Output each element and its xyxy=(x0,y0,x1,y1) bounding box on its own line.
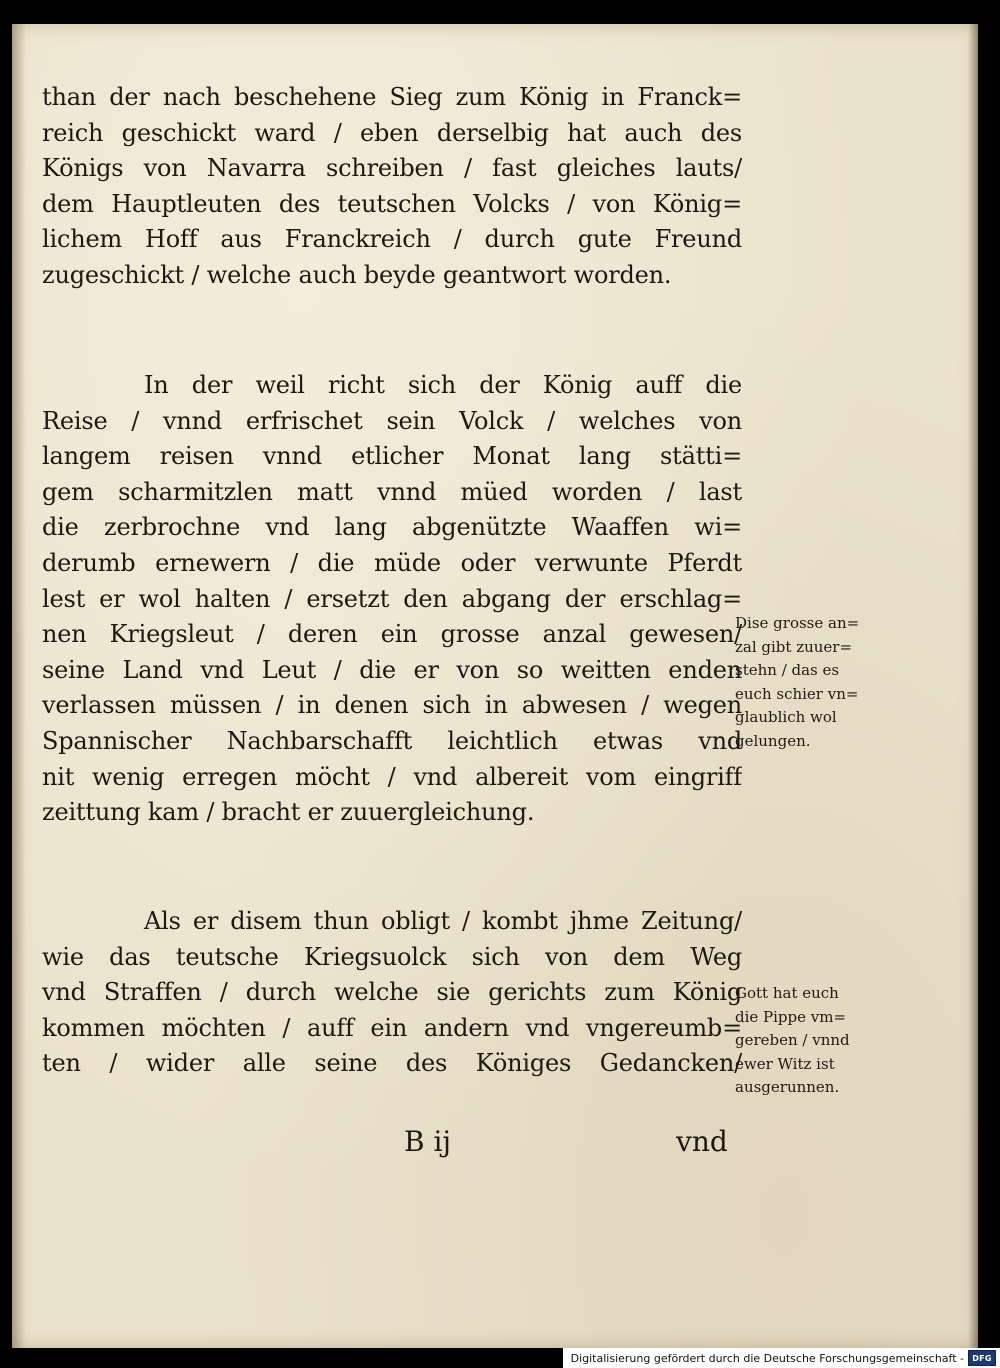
text-line: zugeschickt / welche auch beyde geantwort worden. xyxy=(42,260,672,289)
signature-mark: B ij xyxy=(404,1125,452,1158)
text-line: wie das teutsche Kriegsuolck sich von dem Weg xyxy=(42,942,742,971)
marginal-note-2 xyxy=(735,982,895,1100)
text-line: die zerbrochne vnd lang abgenützte Waaffen wi= xyxy=(42,513,742,542)
credit-text: Digitalisierung gefördert durch die Deutsche Forschungsgemeinschaft - xyxy=(570,1351,964,1365)
text-line: verlassen müssen / in denen sich in abwesen / wegen xyxy=(42,691,742,720)
text-line: derumb ernewern / die müde oder verwunte Pferdt xyxy=(42,548,742,577)
marginal-line: glaublich wol xyxy=(735,708,837,727)
text-line: nen Kriegsleut / deren ein grosse anzal gewesen/ xyxy=(42,620,742,649)
marginal-line: Gott hat euch xyxy=(735,984,839,1002)
text-line: ten / wider alle seine des Königes Gedancken/ xyxy=(42,1049,742,1078)
marginal-line: die Pippe vm= xyxy=(735,1007,847,1026)
marginal-line: gelungen. xyxy=(735,731,811,750)
dfg-logo-text: DFG xyxy=(972,1353,992,1363)
catchword: vnd xyxy=(676,1125,728,1158)
digitization-credit xyxy=(563,1348,1000,1368)
marginal-line: ewer Witz ist xyxy=(735,1054,835,1073)
text-line: seine Land vnd Leut / die er von so weitten enden xyxy=(42,655,742,684)
paragraph-1 xyxy=(42,80,742,294)
text-line: Königs von Navarra schreiben / fast gleiches lauts/ xyxy=(42,154,742,183)
text-line: dem Hauptleuten des teutschen Volcks / von König= xyxy=(42,189,742,218)
paragraph-3 xyxy=(42,904,742,1082)
text-line: zeittung kam / bracht er zuuergleichung. xyxy=(42,798,535,827)
text-line: kommen möchten / auff ein andern vnd vngereumb= xyxy=(42,1013,742,1042)
marginal-line: zal gibt zuuer= xyxy=(735,637,853,656)
text-line: lichem Hoff aus Franckreich / durch gute Freund xyxy=(42,225,742,254)
marginal-note-1 xyxy=(735,612,895,754)
paragraph-2 xyxy=(42,368,742,831)
marginal-line: Dise grosse an= xyxy=(735,614,860,632)
marginal-line: euch schier vn= xyxy=(735,684,859,703)
text-line: Reise / vnnd erfrischet sein Volck / welches von xyxy=(42,406,742,435)
marginal-line: gereben / vnnd xyxy=(735,1031,850,1050)
text-line: gem scharmitzlen matt vnnd müed worden / last xyxy=(42,477,742,506)
scanned-page xyxy=(12,24,978,1348)
text-line: In der weil richt sich der König auff die xyxy=(144,371,742,399)
text-line: nit wenig erregen möcht / vnd albereit vom eingriff xyxy=(42,762,742,791)
dfg-logo-icon xyxy=(968,1350,996,1366)
text-line: lest er wol halten / ersetzt den abgang der erschlag= xyxy=(42,584,742,613)
text-line: Als er disem thun obligt / kombt jhme Zeitung/ xyxy=(144,907,742,935)
text-line: reich geschickt ward / eben derselbig hat auch des xyxy=(42,118,742,147)
text-line: than der nach beschehene Sieg zum König in Franck= xyxy=(42,83,742,111)
text-line: langem reisen vnnd etlicher Monat lang stätti= xyxy=(42,442,742,471)
marginal-line: ausgerunnen. xyxy=(735,1078,840,1097)
text-line: vnd Straffen / durch welche sie gerichts zum König xyxy=(42,978,742,1007)
text-line: Spannischer Nachbarschafft leichtlich etwas vnd xyxy=(42,726,742,755)
marginal-line: stehn / das es xyxy=(735,661,840,680)
